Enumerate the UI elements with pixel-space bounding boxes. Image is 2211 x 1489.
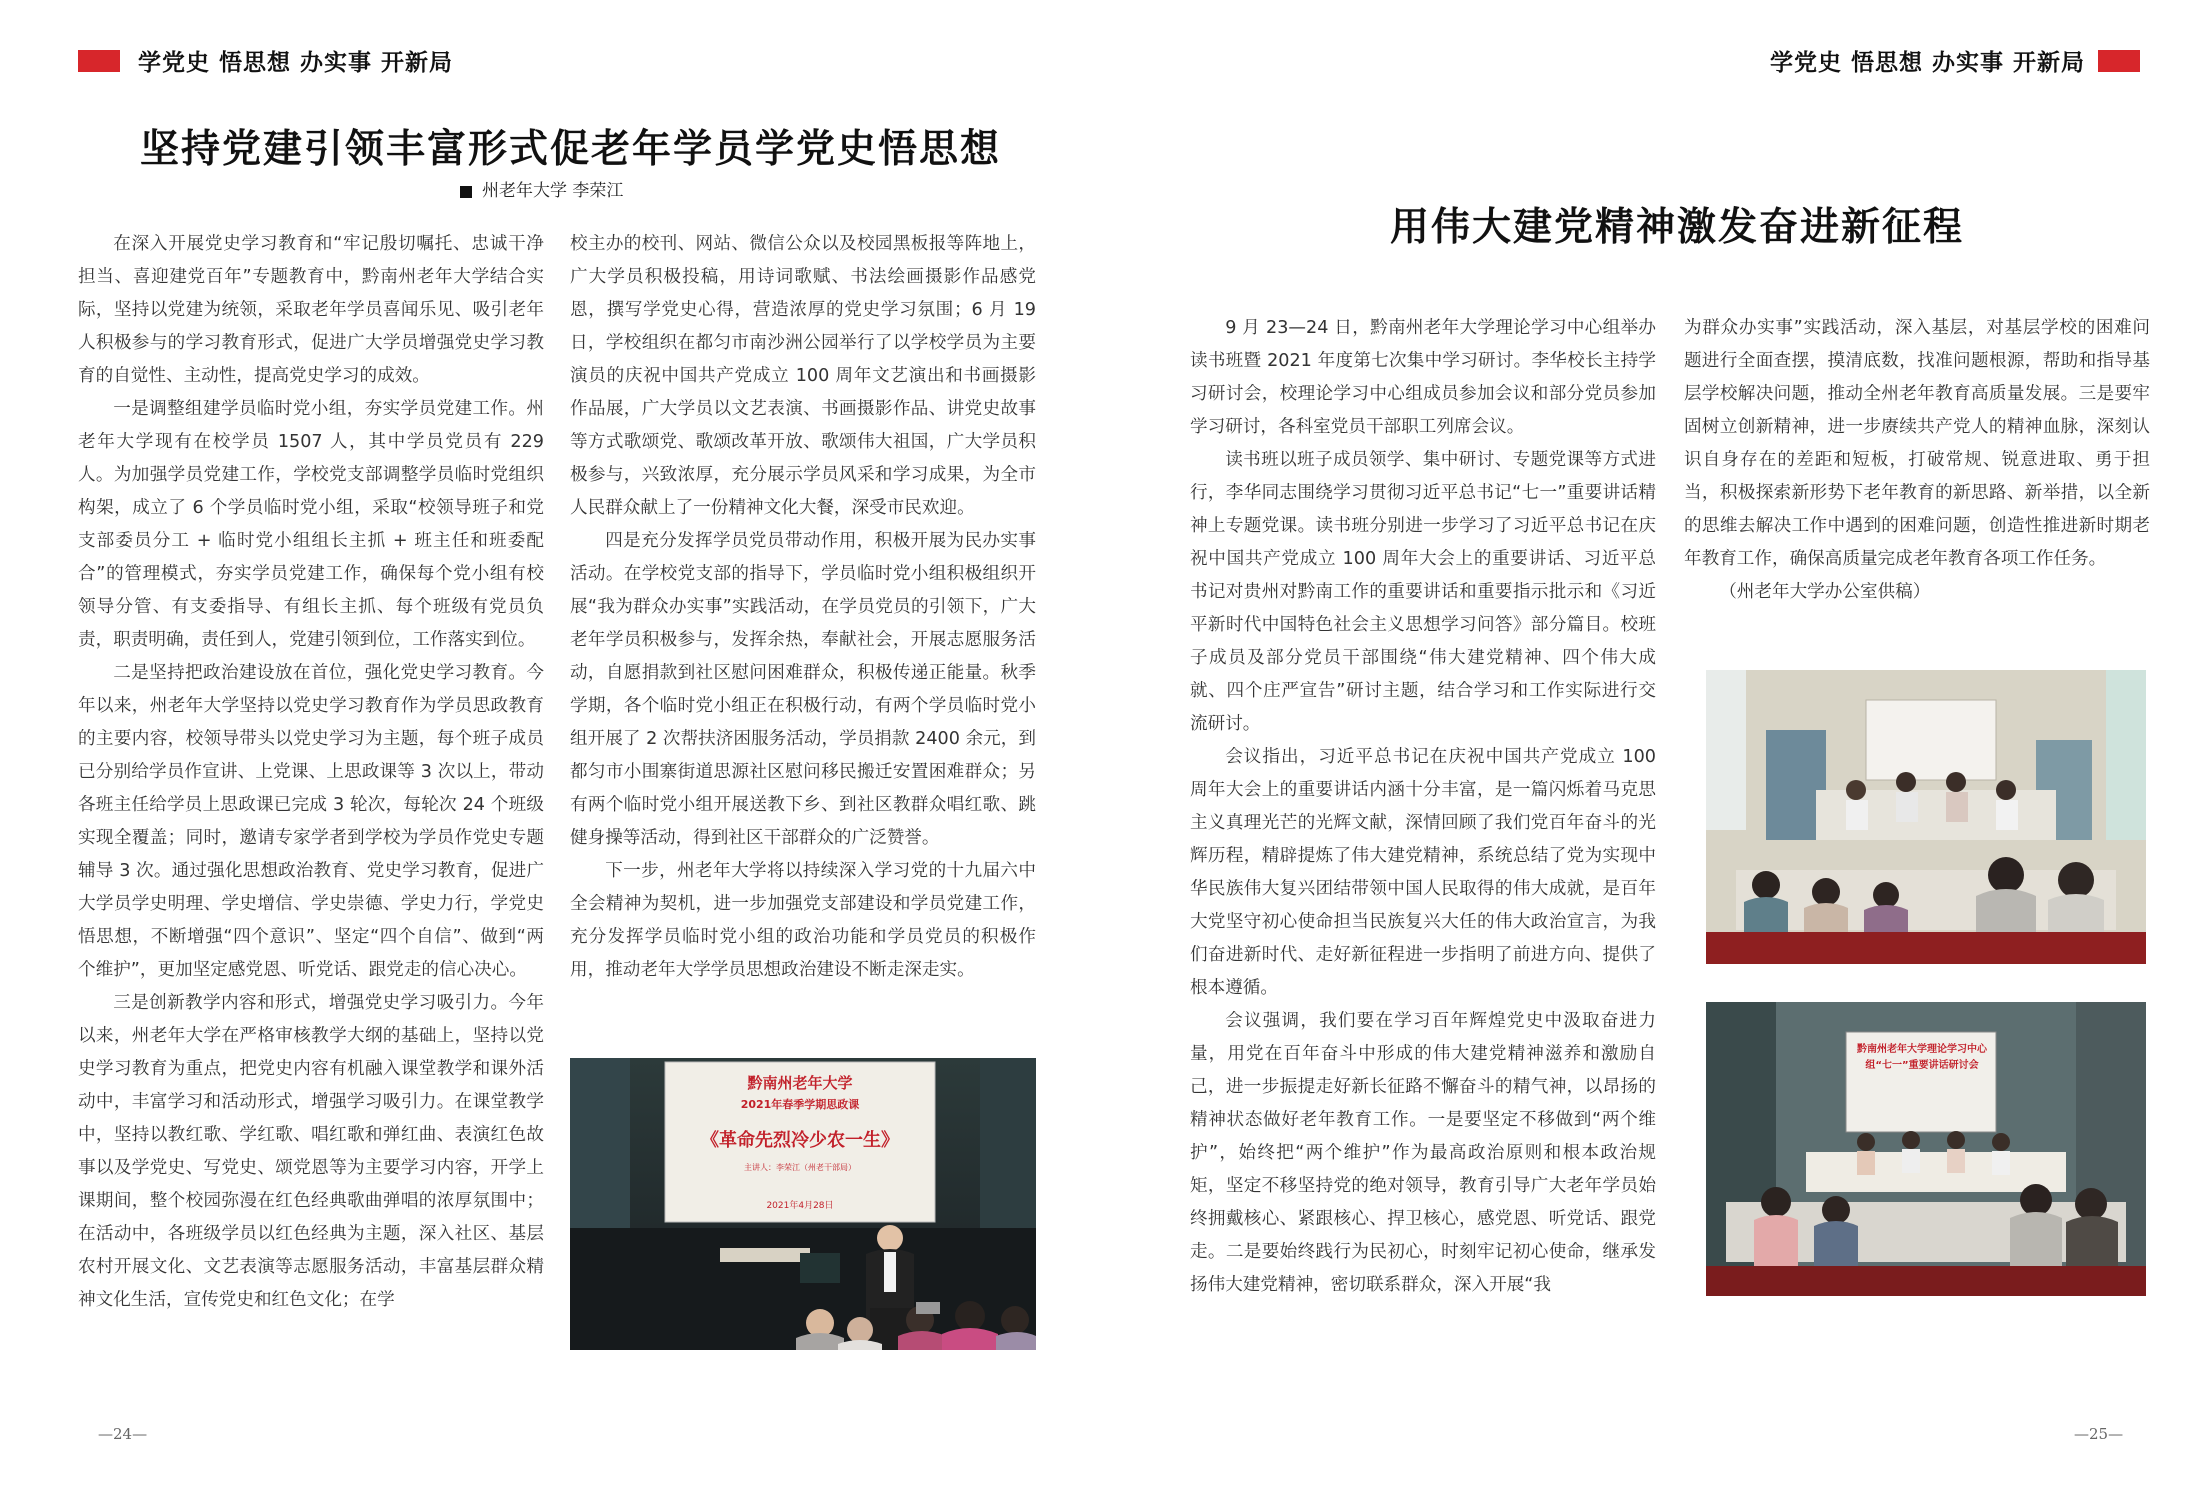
page-number-left: —24— [98,1425,148,1443]
byline-square-icon [460,186,472,198]
paragraph: 会议指出，习近平总书记在庆祝中国共产党成立 100 周年大会上的重要讲话内涵十分丰富，是一篇闪烁着马克思主义真理光芒的光辉文献，深情回顾了我们党百年奋斗的光辉历程，精辟提炼了伟大建党精神，系统总结了党为实现中华民族伟大复兴团结带领中国人民取得的伟大成就，是百年大党坚守初心使命担当民族复兴大任的伟大政治宣言，为我们奋进新时代、走好新征程进一步指明了前进方向、提供了根本遵循。 [1190,747,1656,998]
screen-date: 2021年4月28日 [766,1201,834,1211]
screen-course-name: 《革命先烈冷少农一生》 [701,1130,899,1151]
header-accent-bar-right [2098,50,2140,72]
header-slogan-left: 学党史 悟思想 办实事 开新局 [138,50,454,76]
right-column-2 [1684,312,2150,609]
classroom-photo-foreground [570,1058,1036,1350]
paragraph: 为群众办实事”实践活动，深入基层，对基层学校的困难问题进行全面查摆，摸清底数，找准问题根源，帮助和指导基层学校解决问题，推动全州老年教育高质量发展。三是要牢固树立创新精神，进一步赓续共产党人的精神血脉，深刻认识自身存在的差距和短板，打破常规、锐意进取、勇于担当，积极探索新形势下老年教育的新思路、新举措，以全新的思维去解决工作中遇到的困难问题，创造性推进新时期老年教育工作，确保高质量完成老年教育各项工作任务。 [1684,318,2150,569]
meeting-screen-caption: 黔南州老年大学理论学习中心组“七一”重要讲话研讨会 [1857,1044,1987,1071]
right-page [1106,0,2211,1489]
right-column-1 [1190,312,1656,1302]
paragraph: 会议强调，我们要在学习百年辉煌党史中汲取奋进力量，用党在百年奋斗中形成的伟大建党精神滋养和激励自己，进一步振提走好新长征路不懈奋斗的精气神，以昂扬的精神状态做好老年教育工作。一是要坚定不移做到“两个维护”，始终把“两个维护”作为最高政治原则和根本政治规矩，坚定不移坚持党的绝对领导，教育引导广大老年学员始终拥戴核心、紧跟核心、捍卫核心，感党恩、听党话、跟党走。二是要始终践行为民初心，时刻牢记初心使命，继承发扬伟大建党精神，密切联系群众，深入开展“我 [1190,1011,1656,1295]
classroom-lecture-photo [570,1058,1036,1350]
left-article-byline [460,176,623,201]
right-article-title: 用伟大建党精神激发奋进新征程 [1390,205,1965,250]
page-number-right: —25— [2074,1425,2124,1443]
paragraph: 二是坚持把政治建设放在首位，强化党史学习教育。今年以来，州老年大学坚持以党史学习教育作为学员思政教育的主要内容，校领导带头以党史学习为主题，每个班子成员已分别给学员作宣讲、上党课、上思政课等 3 次以上，带动各班主任给学员上思政课已完成 3 轮次，每轮次 24 个班级实现全覆盖；同时，邀请专家学者到学校为学员作党史专题辅导 3 次。通过强化思想政治教育、党史学习教育，促进广大学员学史明理、学史增信、学史崇德、学史力行，学党史悟思想，不断增强“四个意识”、坚定“四个自信”、做到“两个维护”，更加坚定感党恩、听党话、跟党走的信心决心。 [78,663,544,980]
paragraph: 四是充分发挥学员党员带动作用，积极开展为民办实事活动。在学校党支部的指导下，学员临时党小组积极组织开展“我为群众办实事”实践活动，在学员党员的引领下，广大老年学员积极参与，发挥余热，奉献社会，开展志愿服务活动，自愿捐款到社区慰问困难群众，积极传递正能量。秋季学期，各个临时党小组正在积极行动，有两个学员临时党小组开展了 2 次帮扶济困服务活动，学员捐款 2400 余元，到都匀市小围寨街道思源社区慰问移民搬迁安置困难群众；另有两个临时党小组开展送教下乡、到社区教群众唱红歌、跳健身操等活动，得到社区干部群众的广泛赞誉。 [570,531,1036,848]
byline-text: 州老年大学 李荣江 [482,181,624,201]
paragraph: 校主办的校刊、网站、微信公众以及校园黑板报等阵地上，广大学员积极投稿，用诗词歌赋、书法绘画摄影作品感党恩，撰写学党史心得，营造浓厚的党史学习氛围；6 月 19 日，学校组织在都匀市南沙洲公园举行了以学校学员为主要演员的庆祝中国共产党成立 100 周年文艺演出和书画摄影作品展，广大学员以文艺表演、书画摄影作品、讲党史故事等方式歌颂党、歌颂改革开放、歌颂伟大祖国，广大学员积极参与，兴致浓厚，充分展示学员风采和学习成果，为全市人民群众献上了一份精神文化大餐，深受市民欢迎。 [570,234,1036,518]
paragraph: 下一步，州老年大学将以持续深入学习党的十九届六中全会精神为契机，进一步加强党支部建设和学员党建工作，充分发挥学员临时党小组的政治功能和学员党员的积极作用，推动老年大学学员思想政治建设不断走深走实。 [570,861,1036,980]
paragraph: 在深入开展党史学习教育和“牢记殷切嘱托、忠诚干净担当、喜迎建党百年”专题教育中，黔南州老年大学结合实际，坚持以党建为统领，采取老年学员喜闻乐见、吸引老年人积极参与的学习教育形式，促进广大学员增强党史学习教育的自觉性、主动性，提高党史学习的成效。 [78,234,544,386]
header-slogan-right: 学党史 悟思想 办实事 开新局 [1770,50,2086,76]
article-credit: （州老年大学办公室供稿） [1719,582,1931,602]
paragraph: 三是创新教学内容和形式，增强党史学习吸引力。今年以来，州老年大学在严格审核教学大纲的基础上，坚持以党史学习教育为重点，把党史内容有机融入课堂教学和课外活动中，丰富学习和活动形式，增强学习吸引力。在课堂教学中，坚持以教红歌、学红歌、唱红歌和弹红曲、表演红色故事以及学党史、写党史、颂党恩等为主要学习内容，开学上课期间，整个校园弥漫在红色经典歌曲弹唱的浓厚氛围中；在活动中，各班级学员以红色经典为主题，深入社区、基层农村开展文化、文艺表演等志愿服务活动，丰富基层群众精神文化生活，宣传党史和红色文化；在学 [78,993,544,1310]
meeting-photo-1 [1706,670,2146,964]
screen-speaker: 主讲人：李荣江（州老干部局） [744,1163,856,1172]
screen-title: 黔南州老年大学 [747,1074,853,1092]
header-accent-bar-left [78,50,120,72]
paragraph: 读书班以班子成员领学、集中研讨、专题党课等方式进行，李华同志围绕学习贯彻习近平总书记“七一”重要讲话精神上专题党课。读书班分别进一步学习了习近平总书记在庆祝中国共产党成立 100 周年大会上的重要讲话、习近平总书记对贵州对黔南工作的重要讲话和重要指示批示和《习近平新时代中国特色社会主义思想学习问答》部分篇目。校班子成员及部分党员干部围绕“伟大建党精神、四个伟大成就、四个庄严宣告”研讨主题，结合学习和工作实际进行交流研讨。 [1190,450,1656,734]
left-page [0,0,1105,1489]
meeting-photo-1-image [1706,670,2146,964]
paragraph: 9 月 23—24 日，黔南州老年大学理论学习中心组举办读书班暨 2021 年度第七次集中学习研讨。李华校长主持学习研讨会，校理论学习中心组成员参加会议和部分党员参加学习研讨，各科室党员干部职工列席会议。 [1190,318,1656,437]
screen-subtitle: 2021年春季学期思政课 [740,1098,860,1111]
paragraph: 一是调整组建学员临时党小组，夯实学员党建工作。州老年大学现有在校学员 1507 人，其中学员党员有 229 人。为加强学员党建工作，学校党支部调整学员临时党组织构架，成立了 6 个学员临时党小组，采取“校领导班子和党支部委员分工 + 临时党小组组长主抓 + 班主任和班委配合”的管理模式，夯实学员党建工作，确保每个党小组有校领导分管、有支委指导、有组长主抓、每个班级有党员负责，职责明确，责任到人，党建引领到位，工作落实到位。 [78,399,544,650]
left-column-1 [78,228,544,1317]
left-article-title: 坚持党建引领丰富形式促老年学员学党史悟思想 [140,127,1002,172]
left-column-2 [570,228,1036,987]
meeting-photo-2 [1706,1002,2146,1296]
